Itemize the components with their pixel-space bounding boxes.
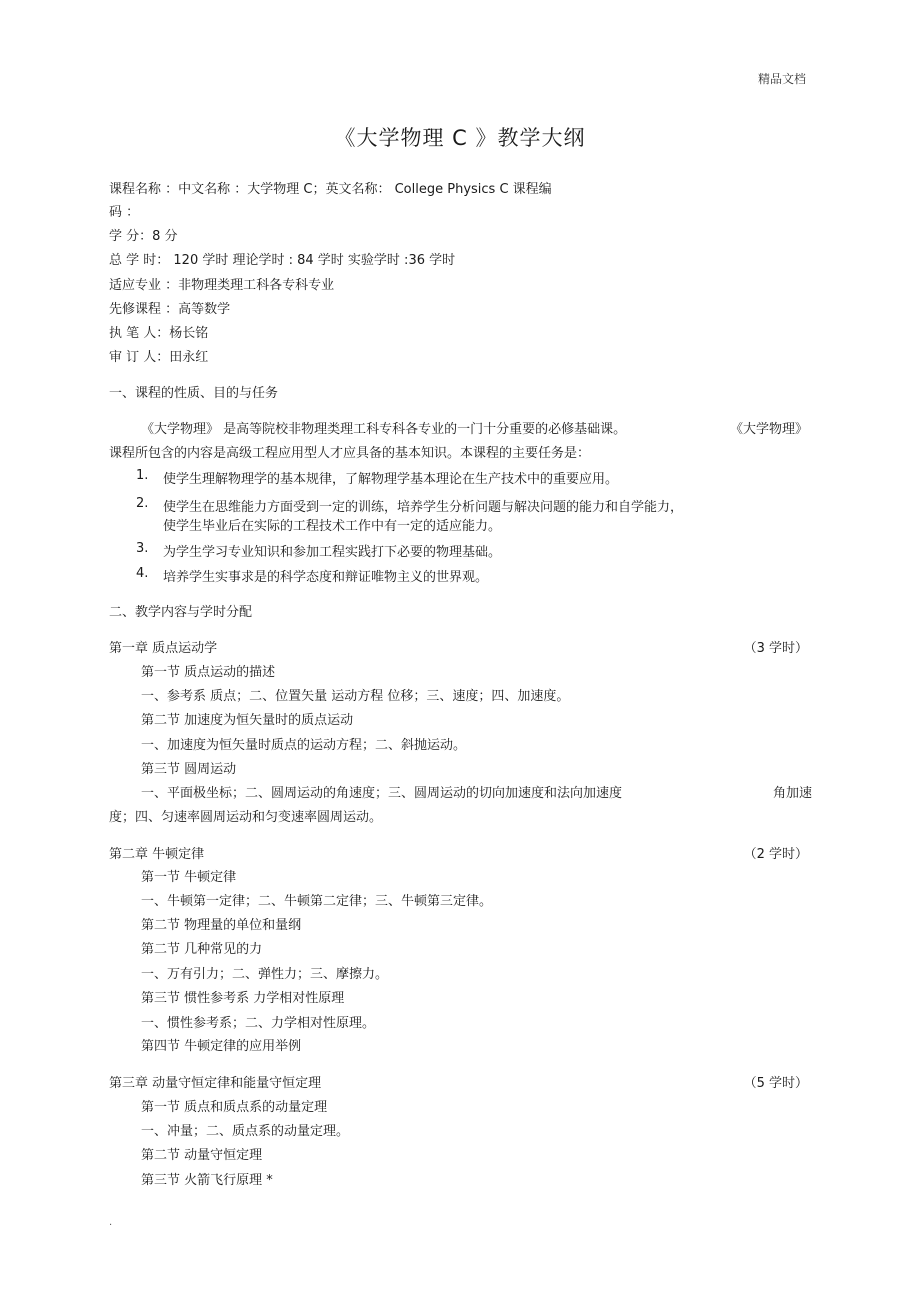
section1-heading: 一、课程的性质、目的与任务 xyxy=(109,386,279,401)
list-item-text: 为学生学习专业知识和参加工程实践打下必要的物理基础。 xyxy=(163,545,502,560)
list-item-text: 使学生理解物理学的基本规律，了解物理学基本理论在生产技术中的重要应用。 xyxy=(163,472,619,487)
ch2-line: 一、惯性参考系；二、力学相对性原理。 xyxy=(141,1016,376,1031)
section1-para-line1-tail: 《大学物理》 xyxy=(729,422,808,437)
reviewer-line: 审 订 人：田永红 xyxy=(109,350,209,365)
course-name-line: 课程名称 ：中文名称 ：大学物理 C；英文名称： College Physics C 课程编 xyxy=(109,182,552,197)
section1-para-line2: 课程所包含的内容是高级工程应用型人才应具备的基本知识。本课程的主要任务是： xyxy=(109,446,591,461)
list-item-number: 4. xyxy=(136,566,149,581)
ch2-line: 第二节 物理量的单位和量纲 xyxy=(141,918,302,933)
ch1-line: 第二节 加速度为恒矢量时的质点运动 xyxy=(141,713,354,728)
chapter3-title: 第三章 动量守恒定律和能量守恒定理 xyxy=(109,1076,322,1091)
ch2-line: 一、万有引力；二、弹性力；三、摩擦力。 xyxy=(141,967,389,982)
ch2-line: 第四节 牛顿定律的应用举例 xyxy=(141,1039,302,1054)
chapter3-hours: （5 学时） xyxy=(743,1076,808,1091)
ch3-line: 第三节 火箭飞行原理 * xyxy=(141,1173,273,1188)
list-item-text: 使学生在思维能力方面受到一定的训练，培养学生分析问题与解决问题的能力和自学能力， xyxy=(163,500,684,515)
ch1-line: 一、平面极坐标；二、圆周运动的角速度；三、圆周运动的切向加速度和法向加速度 xyxy=(141,786,623,801)
ch1-line: 一、参考系 质点；二、位置矢量 运动方程 位移；三、速度；四、加速度。 xyxy=(141,689,570,704)
course-code-line: 码 ： xyxy=(109,205,140,220)
credits-line: 学 分：8 分 xyxy=(109,229,178,244)
prereq-line: 先修课程 ：高等数学 xyxy=(109,302,231,317)
list-item-number: 1. xyxy=(136,468,149,483)
list-item-text-cont: 使学生毕业后在实际的工程技术工作中有一定的适应能力。 xyxy=(163,519,502,534)
chapter1-title: 第一章 质点运动学 xyxy=(109,641,218,656)
major-line: 适应专业 ：非物理类理工科各专科专业 xyxy=(109,278,335,293)
chapter2-title: 第二章 牛顿定律 xyxy=(109,847,205,862)
ch3-line: 一、冲量；二、质点系的动量定理。 xyxy=(141,1124,350,1139)
ch2-line: 第二节 几种常见的力 xyxy=(141,942,263,957)
chapter1-hours: （3 学时） xyxy=(743,641,808,656)
author-line: 执 笔 人：杨长铭 xyxy=(109,326,209,341)
ch2-line: 一、牛顿第一定律；二、牛顿第二定律；三、牛顿第三定律。 xyxy=(141,894,493,909)
hours-line: 总 学 时： 120 学时 理论学时 : 84 学时 实验学时 :36 学时 xyxy=(109,253,456,268)
ch1-line: 第一节 质点运动的描述 xyxy=(141,665,276,680)
watermark-text: 精品文档 xyxy=(757,72,806,86)
list-item-number: 2. xyxy=(136,496,149,511)
ch1-line-cont: 度；四、匀速率圆周运动和匀变速率圆周运动。 xyxy=(109,810,383,825)
list-item-text: 培养学生实事求是的科学态度和辩证唯物主义的世界观。 xyxy=(163,570,489,585)
ch2-line: 第一节 牛顿定律 xyxy=(141,870,237,885)
ch2-line: 第三节 惯性参考系 力学相对性原理 xyxy=(141,991,345,1006)
section1-para-line1: 《大学物理》 是高等院校非物理类理工科专科各专业的一门十分重要的必修基础课。 xyxy=(141,422,627,437)
ch1-line: 第三节 圆周运动 xyxy=(141,762,237,777)
ch3-line: 第二节 动量守恒定理 xyxy=(141,1148,263,1163)
ch3-line: 第一节 质点和质点系的动量定理 xyxy=(141,1100,328,1115)
section2-heading: 二、教学内容与学时分配 xyxy=(109,605,253,620)
ch1-line-tail: 角加速 xyxy=(772,786,812,801)
ch1-line: 一、加速度为恒矢量时质点的运动方程；二、斜抛运动。 xyxy=(141,738,467,753)
footer-dot: . xyxy=(109,1217,113,1228)
chapter2-hours: （2 学时） xyxy=(743,847,808,862)
list-item-number: 3. xyxy=(136,541,149,556)
document-title: 《大学物理 C 》教学大纲 xyxy=(334,126,586,150)
